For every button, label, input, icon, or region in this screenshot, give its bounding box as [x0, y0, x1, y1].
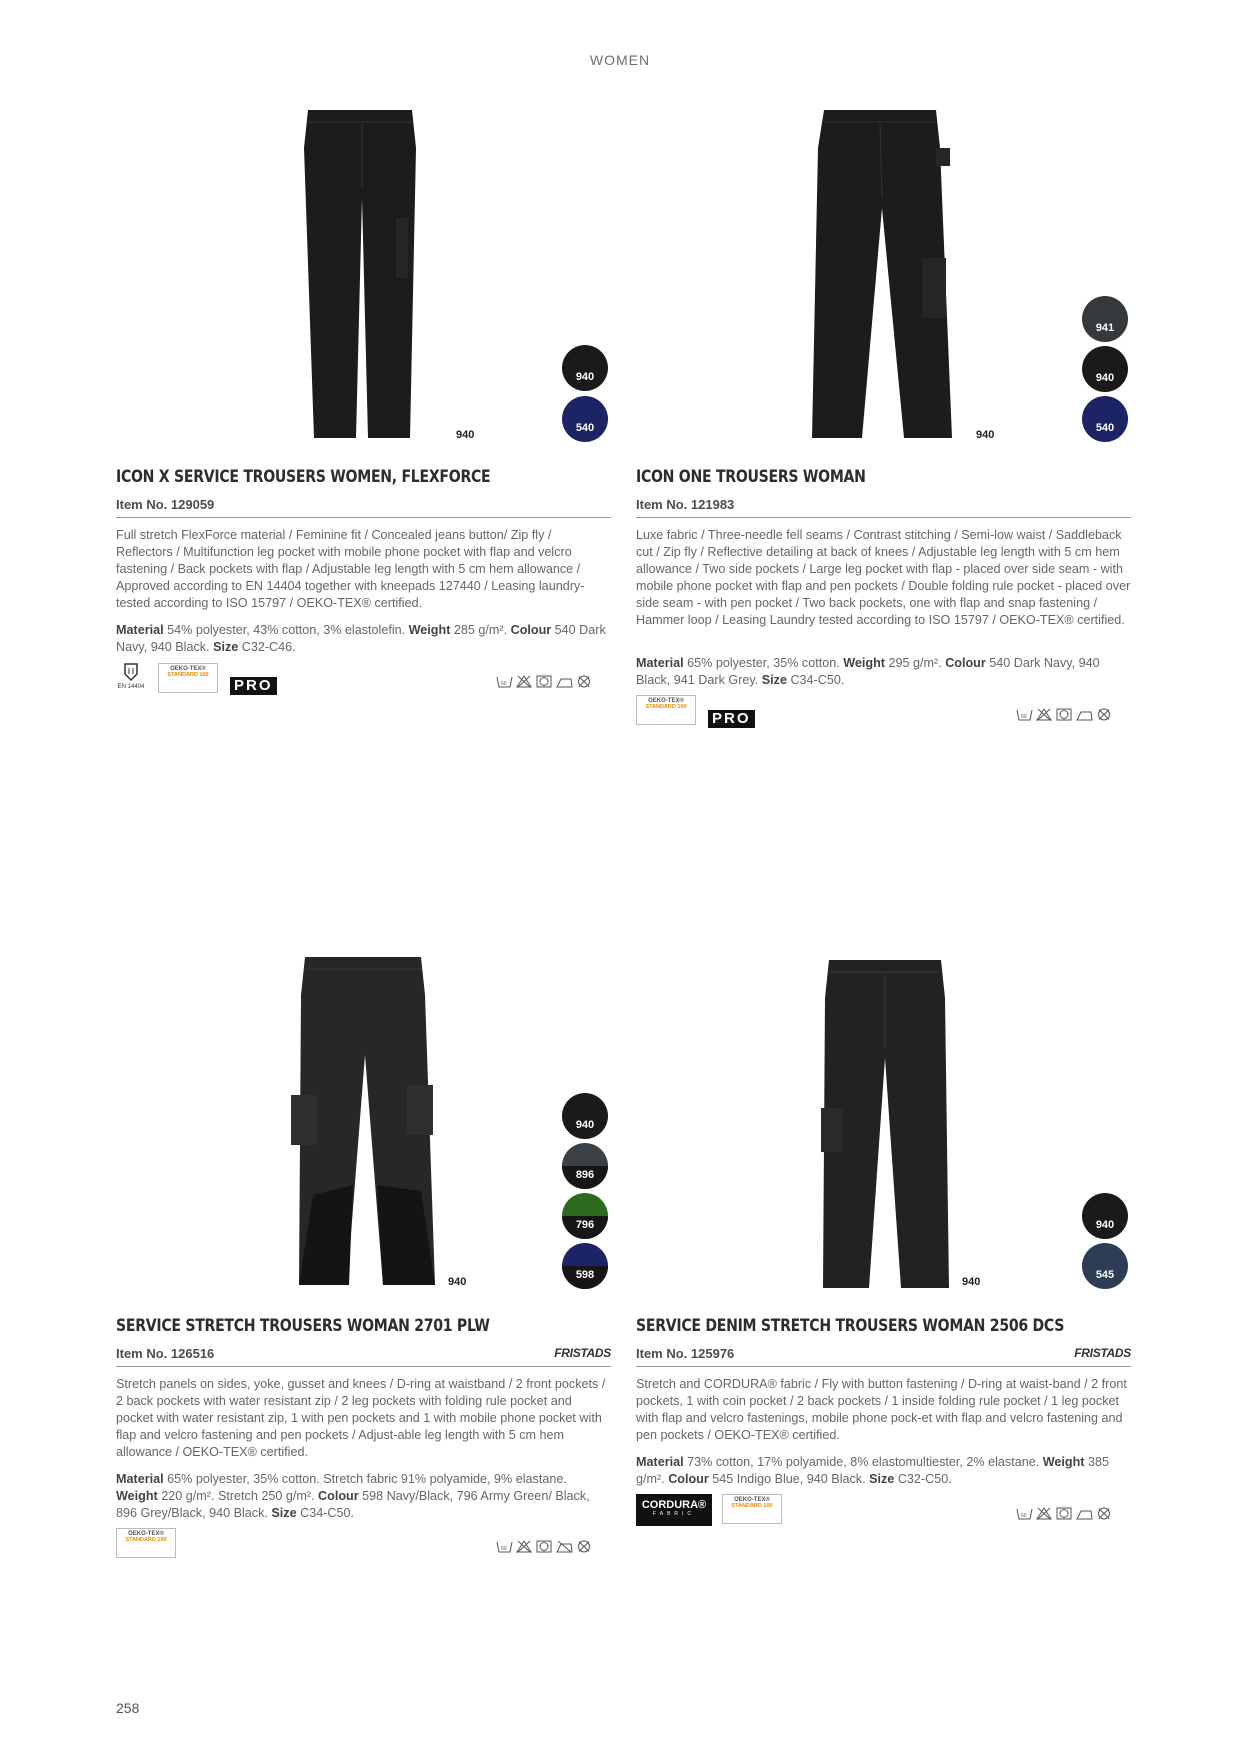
- divider: [636, 517, 1131, 518]
- product-specs: Material 73% cotton, 17% polyamide, 8% elastomultiester, 2% elastane. Weight 385 g/m². Colour 545 Indigo Blue, 940 Black. Size C32-C50.: [636, 1455, 1110, 1486]
- wash-icon: [496, 675, 513, 688]
- cordura-fabric-logo: CORDURA® FABRIC: [636, 1494, 712, 1526]
- care-symbols: [496, 1540, 593, 1553]
- care-symbols: [496, 675, 593, 688]
- product-description: Luxe fabric / Three-needle fell seams / Contrast stitching / Semi-low waist / Saddleback cut / Zip fly / Reflective detailing at back of knees / Adjustable leg length with 5 cm hem allowance / Two side pockets / Large leg pocket with flap - placed over side seam - with mobile phone pocket with flap and pen pockets / Double folding rule pocket - placed over side seam - with pen pocket / Two back pockets, one with flap and snap fastening / Hammer loop / Leasing Laundry tested according to ISO 15797 / OEKO-TEX® certified.: [636, 528, 1131, 627]
- colour-swatch[interactable]: 796: [562, 1193, 608, 1239]
- fristads-logo: FRISTADS: [554, 1346, 611, 1360]
- tumble-dry-icon: [1056, 708, 1073, 721]
- care-symbols: [1016, 1507, 1113, 1520]
- colour-swatch[interactable]: 540: [1082, 396, 1128, 442]
- divider: [116, 1366, 611, 1367]
- svg-text:60: 60: [1021, 714, 1027, 720]
- product-title: SERVICE DENIM STRETCH TROUSERS WOMAN 2506 DCS: [636, 1316, 1065, 1336]
- product-title: ICON X SERVICE TROUSERS WOMEN, FLEXFORCE: [116, 467, 491, 487]
- tumble-dry-icon: [1056, 1507, 1073, 1520]
- tumble-dry-icon: [536, 1540, 553, 1553]
- oeko-tex-label: OEKO-TEX® STANDARD 100: [722, 1494, 782, 1524]
- iron-icon: [1076, 708, 1093, 721]
- image-colour-code: 940: [456, 429, 475, 441]
- colour-swatch[interactable]: 545: [1082, 1243, 1128, 1289]
- pro-badge: PRO: [708, 710, 755, 728]
- svg-text:60: 60: [501, 1546, 507, 1552]
- product-image: [285, 955, 445, 1289]
- wash-icon: [1016, 708, 1033, 721]
- colour-swatch[interactable]: 940: [1082, 346, 1128, 392]
- product-specs: Material 65% polyester, 35% cotton. Weight 295 g/m². Colour 540 Dark Navy, 940 Black, 941 Dark Grey. Size C34-C50.: [636, 656, 1100, 687]
- section-header: WOMEN: [589, 52, 651, 68]
- pro-badge: PRO: [230, 677, 277, 695]
- fristads-logo: FRISTADS: [1074, 1346, 1131, 1360]
- oeko-tex-label: OEKO-TEX® STANDARD 100: [116, 1528, 176, 1558]
- product-specs: Material 54% polyester, 43% cotton, 3% elastolefin. Weight 285 g/m². Colour 540 Dark Navy, 940 Black. Size C32-C46.: [116, 623, 606, 654]
- dry-clean-icon: [576, 1540, 593, 1553]
- no-iron-icon: [556, 1540, 573, 1553]
- wash-icon: [1016, 1507, 1033, 1520]
- en14404-certification-icon: EN 14404: [116, 662, 146, 690]
- page-number: 258: [116, 1700, 140, 1716]
- product-card: [636, 467, 1131, 727]
- product-card: [116, 1316, 611, 1566]
- no-bleach-icon: [516, 675, 533, 688]
- no-bleach-icon: [1036, 708, 1053, 721]
- dry-clean-icon: [1096, 708, 1113, 721]
- dry-clean-icon: [1096, 1507, 1113, 1520]
- colour-swatch[interactable]: 540: [562, 396, 608, 442]
- product-card: [116, 467, 611, 707]
- image-colour-code: 940: [962, 1276, 981, 1288]
- divider: [636, 1366, 1131, 1367]
- no-bleach-icon: [516, 1540, 533, 1553]
- item-number: Item No. 126516: [116, 1346, 215, 1361]
- item-number: Item No. 129059: [116, 497, 215, 512]
- tumble-dry-icon: [536, 675, 553, 688]
- image-colour-code: 940: [976, 429, 995, 441]
- product-description: Full stretch FlexForce material / Feminine fit / Concealed jeans button/ Zip fly / Reflectors / Multifunction leg pocket with mobile phone pocket with flap and velcro fastening / Back pockets with flap / Adjustable leg length with 5 cm hem allowance / Approved according to EN 14404 together with kneepads 127440 / Leasing laundry-tested according to ISO 15797 / OEKO-TEX® certified.: [116, 528, 585, 610]
- iron-icon: [1076, 1507, 1093, 1520]
- item-number: Item No. 121983: [636, 497, 735, 512]
- iron-icon: [556, 675, 573, 688]
- product-image: [815, 958, 955, 1292]
- oeko-tex-label: OEKO-TEX® STANDARD 100: [636, 695, 696, 725]
- product-specs: Material 65% polyester, 35% cotton. Stretch fabric 91% polyamide, 9% elastane. Weight 220 g/m². Stretch 250 g/m². Colour 598 Navy/Black, 796 Army Green/ Black, 896 Grey/Black, 940 Black. Size C34-C50.: [116, 1472, 590, 1520]
- dry-clean-icon: [576, 675, 593, 688]
- colour-swatch[interactable]: 940: [1082, 1193, 1128, 1239]
- image-colour-code: 940: [448, 1276, 467, 1288]
- colour-swatch[interactable]: 896: [562, 1143, 608, 1189]
- colour-swatch[interactable]: 598: [562, 1243, 608, 1289]
- product-title: SERVICE STRETCH TROUSERS WOMAN 2701 PLW: [116, 1316, 490, 1336]
- product-title: ICON ONE TROUSERS WOMAN: [636, 467, 866, 487]
- colour-swatch[interactable]: 940: [562, 345, 608, 391]
- product-card: [636, 1316, 1131, 1536]
- svg-text:60: 60: [1021, 1513, 1027, 1519]
- svg-text:60: 60: [501, 681, 507, 687]
- item-number: Item No. 125976: [636, 1346, 735, 1361]
- product-description: Stretch and CORDURA® fabric / Fly with button fastening / D-ring at waist-band / 2 front pockets, 1 with coin pocket / 2 back pockets / 1 inside folding rule pocket / 1 leg pocket with flap and velcro fastenings, mobile phone pock-et with flap and velcro fastening and pen pockets / OEKO-TEX® certified.: [636, 1377, 1127, 1442]
- colour-swatch[interactable]: 940: [562, 1093, 608, 1139]
- wash-icon: [496, 1540, 513, 1553]
- product-image: [300, 108, 420, 440]
- no-bleach-icon: [1036, 1507, 1053, 1520]
- divider: [116, 517, 611, 518]
- product-description: Stretch panels on sides, yoke, gusset and knees / D-ring at waistband / 2 front pockets / 2 back pockets with water resistant zip / 2 leg pockets with folding rule pocket and pocket with water resistant zip, 1 with pen pockets and 1 with mobile phone pocket with flap and velcro fastening and pen pockets / Adjust-able leg length with 5 cm hem allowance / OEKO-TEX® certified.: [116, 1377, 606, 1459]
- care-symbols: [1016, 708, 1113, 721]
- product-image: [800, 108, 960, 442]
- colour-swatch[interactable]: 941: [1082, 296, 1128, 342]
- oeko-tex-label: OEKO-TEX® STANDARD 100: [158, 663, 218, 693]
